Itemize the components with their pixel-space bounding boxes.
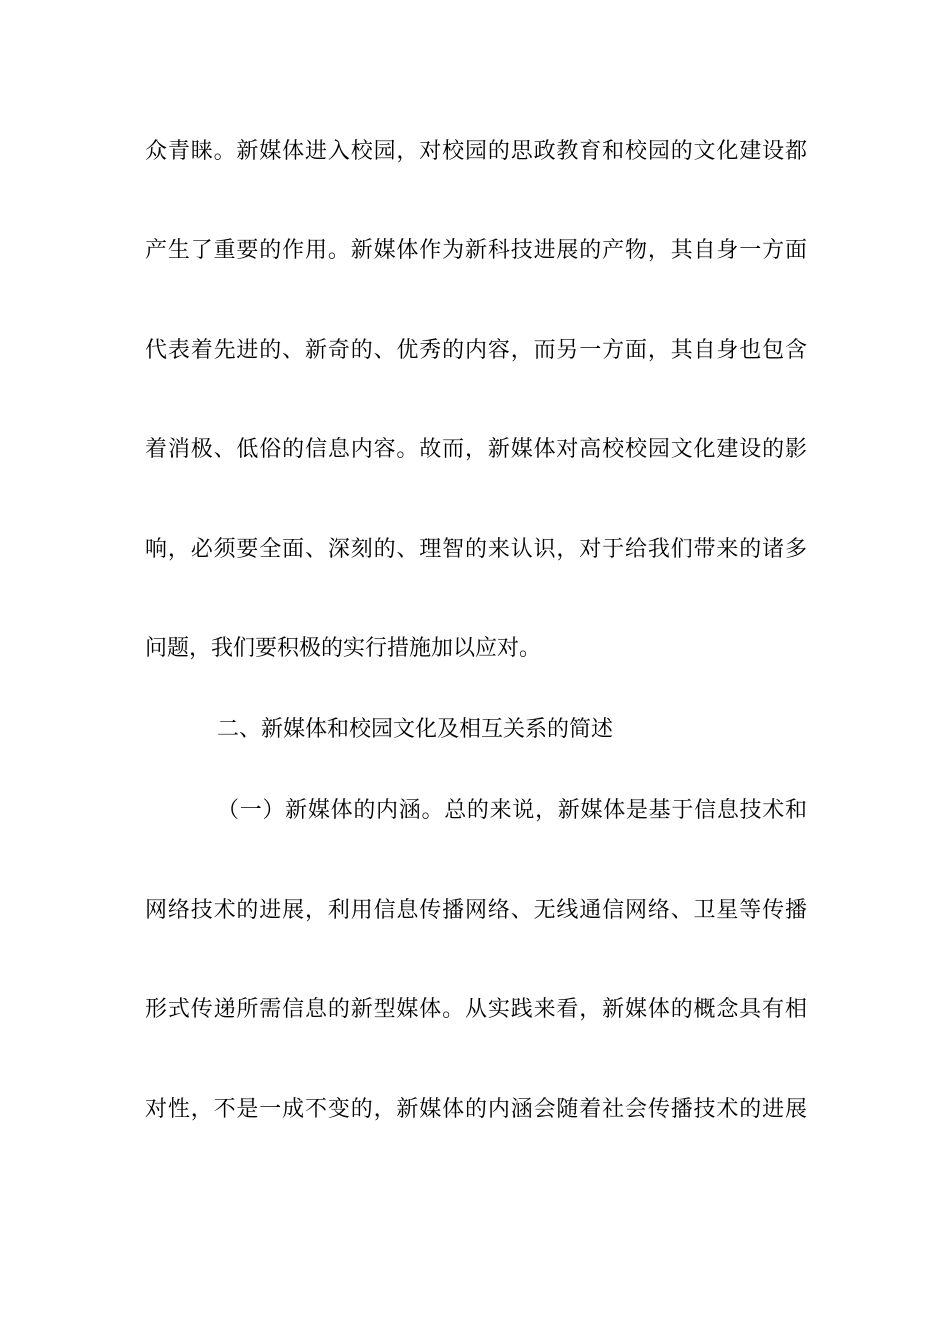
section-line-1: （一）新媒体的内涵。总的来说，新媒体是基于信息技术和 bbox=[217, 798, 807, 823]
paragraph-line-3: 代表着先进的、新奇的、优秀的内容，而另一方面，其自身也包含 bbox=[145, 338, 807, 363]
paragraph-line-2: 产生了重要的作用。新媒体作为新科技进展的产物，其自身一方面 bbox=[145, 238, 807, 263]
paragraph-line-6: 问题，我们要积极的实行措施加以应对。 bbox=[145, 636, 542, 661]
paragraph-line-5: 响，必须要全面、深刻的、理智的来认识，对于给我们带来的诸多 bbox=[145, 537, 807, 562]
section-heading: 二、新媒体和校园文化及相互关系的简述 bbox=[217, 717, 614, 742]
paragraph-line-1: 众青睐。新媒体进入校园，对校园的思政教育和校园的文化建设都 bbox=[145, 139, 807, 164]
section-line-4: 对性，不是一成不变的，新媒体的内涵会随着社会传播技术的进展 bbox=[145, 1097, 807, 1122]
section-line-3: 形式传递所需信息的新型媒体。从实践来看，新媒体的概念具有相 bbox=[145, 997, 807, 1022]
section-line-2: 网络技术的进展，利用信息传播网络、无线通信网络、卫星等传播 bbox=[145, 898, 807, 923]
paragraph-line-4: 着消极、低俗的信息内容。故而，新媒体对高校校园文化建设的影 bbox=[145, 437, 807, 462]
